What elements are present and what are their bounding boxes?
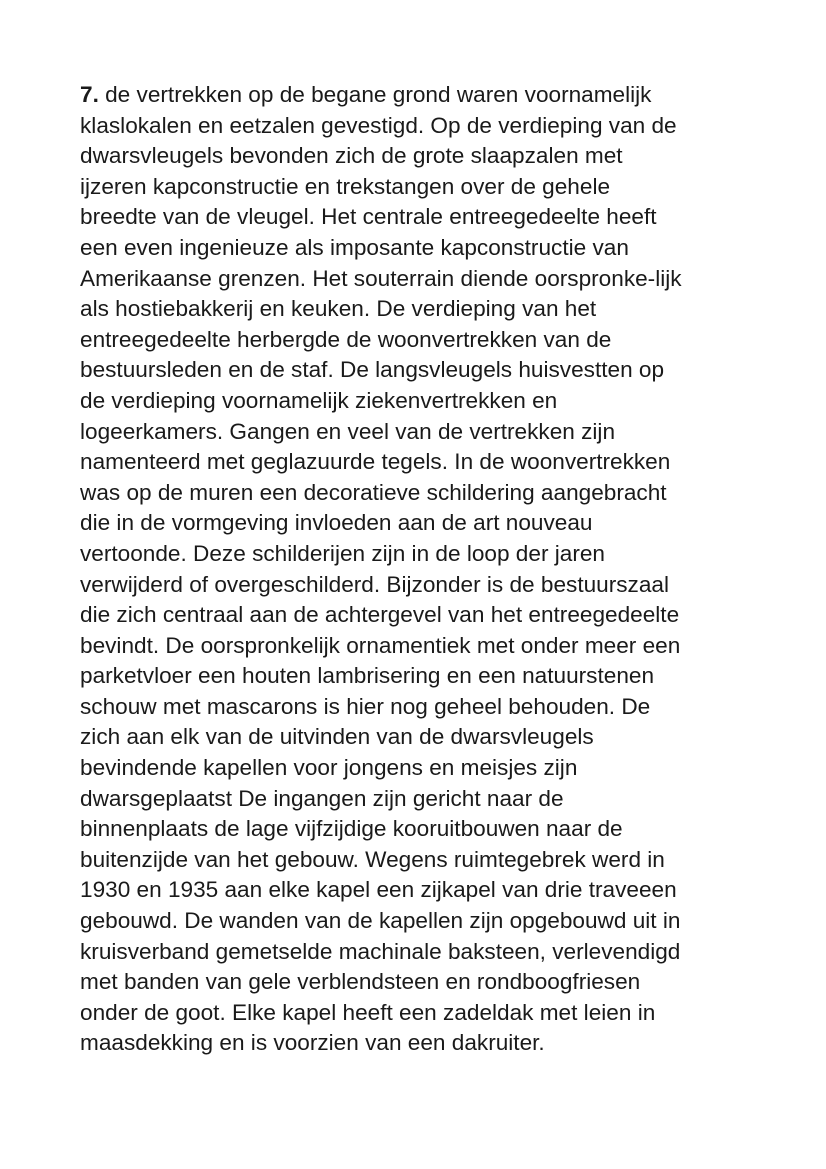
section-number: 7. bbox=[80, 82, 99, 107]
paragraph-line: maasdekking en is voorzien van een dakruiter. bbox=[80, 1030, 545, 1056]
paragraph-line: gebouwd. De wanden van de kapellen zijn opgebouwd uit in bbox=[80, 908, 681, 934]
paragraph-line: die in de vormgeving invloeden aan de art nouveau bbox=[80, 510, 593, 536]
paragraph-line: binnenplaats de lage vijfzijdige kooruitbouwen naar de bbox=[80, 816, 623, 842]
paragraph-line: namenteerd met geglazuurde tegels. In de woonvertrekken bbox=[80, 449, 671, 475]
paragraph-line: entreegedeelte herbergde de woonvertrekken van de bbox=[80, 326, 612, 352]
paragraph-line bbox=[80, 80, 760, 111]
paragraph-line: met banden van gele verblendsteen en rondboogfriesen bbox=[80, 969, 641, 995]
paragraph-line: zich aan elk van de uitvinden van de dwarsvleugels bbox=[80, 724, 594, 750]
paragraph-line: buitenzijde van het gebouw. Wegens ruimtegebrek werd in bbox=[80, 846, 665, 872]
paragraph-line: logeerkamers. Gangen en veel van de vertrekken zijn bbox=[80, 418, 616, 444]
paragraph-line: onder de goot. Elke kapel heeft een zadeldak met leien in bbox=[80, 999, 656, 1025]
paragraph-line: die zich centraal aan de achtergevel van het entreegedeelte bbox=[80, 602, 680, 628]
paragraph-line: klaslokalen en eetzalen gevestigd. Op de verdieping van de bbox=[80, 112, 677, 138]
paragraph-line: dwarsvleugels bevonden zich de grote slaapzalen met bbox=[80, 143, 623, 169]
body-paragraph bbox=[80, 80, 760, 1059]
paragraph-line: was op de muren een decoratieve schildering aangebracht bbox=[80, 479, 667, 505]
line-text: de vertrekken op de begane grond waren voornamelijk bbox=[98, 82, 652, 107]
paragraph-line: breedte van de vleugel. Het centrale entreegedeelte heeft bbox=[80, 204, 657, 230]
paragraph-line: vertoonde. Deze schilderijen zijn in de loop der jaren bbox=[80, 540, 605, 566]
paragraph-line: dwarsgeplaatst De ingangen zijn gericht naar de bbox=[80, 785, 564, 811]
paragraph-line: Amerikaanse grenzen. Het souterrain diende oorspronke-lijk bbox=[80, 265, 682, 291]
paragraph-line: bevindt. De oorspronkelijk ornamentiek met onder meer een bbox=[80, 632, 681, 658]
paragraph-line: kruisverband gemetselde machinale baksteen, verlevendigd bbox=[80, 938, 681, 964]
paragraph-line: bestuursleden en de staf. De langsvleugels huisvestten op bbox=[80, 357, 665, 383]
paragraph-line: als hostiebakkerij en keuken. De verdieping van het bbox=[80, 296, 597, 322]
paragraph-line: schouw met mascarons is hier nog geheel behouden. De bbox=[80, 693, 651, 719]
paragraph-line: ijzeren kapconstructie en trekstangen over de gehele bbox=[80, 173, 611, 199]
paragraph-line: verwijderd of overgeschilderd. Bijzonder is de bestuurszaal bbox=[80, 571, 669, 597]
paragraph-line: een even ingenieuze als imposante kapconstructie van bbox=[80, 234, 629, 260]
paragraph-line: parketvloer een houten lambrisering en een natuurstenen bbox=[80, 663, 655, 689]
paragraph-line: bevindende kapellen voor jongens en meisjes zijn bbox=[80, 755, 578, 781]
paragraph-line: de verdieping voornamelijk ziekenvertrekken en bbox=[80, 387, 558, 413]
paragraph-line: 1930 en 1935 aan elke kapel een zijkapel van drie traveeen bbox=[80, 877, 677, 903]
